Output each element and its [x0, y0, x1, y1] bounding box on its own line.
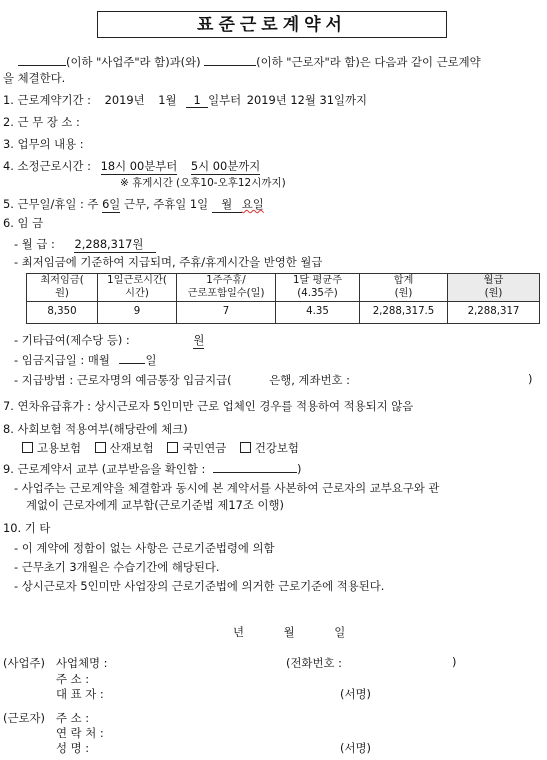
checkbox-icon[interactable] — [22, 442, 33, 453]
header-weekly-days: 1주주휴/ 근로포함일수(일) — [177, 274, 276, 302]
etc-line-1: - 이 계약에 정함이 없는 사항은 근로기준법령에 의함 — [14, 541, 275, 555]
header-daily-hours: 1일근로시간( 시간) — [98, 274, 177, 302]
delivery-line-1: - 사업주는 근로계약을 체결함과 동시에 본 계약서를 사본하여 근로자의 교부요구와 관 — [14, 481, 440, 495]
worker-contact: 연 락 처 : — [56, 726, 104, 740]
cell-min-wage: 8,350 — [27, 302, 98, 324]
insurance-employment[interactable]: 고용보험 — [22, 441, 81, 455]
annual-leave: 7. 연차유급휴가 : 상시근로자 5인미만 근로 업체인 경우를 적용하여 적용되지 않음 — [3, 399, 414, 413]
pay-method: - 지급방법 : 근로자명의 예금통장 입금지급( 은행, 계좌번호 : — [14, 373, 350, 387]
job-description: 3. 업무의 내용 : — [3, 137, 84, 151]
header-min-wage: 최저임금( 원) — [27, 274, 98, 302]
insurance-industrial[interactable]: 산재보험 — [95, 441, 154, 455]
delivery-confirm-blank[interactable] — [213, 461, 297, 473]
insurance-health[interactable]: 건강보험 — [240, 441, 299, 455]
employer-company: 사업체명 : — [56, 656, 108, 670]
working-hours: 4. 소정근로시간 : 18시 00분부터 5시 00분까지 — [3, 159, 261, 173]
wage-section-title: 6. 임 금 — [3, 216, 44, 230]
employer-tag: (사업주) — [3, 656, 45, 670]
pay-method-end: ) — [528, 372, 533, 386]
employer-phone-end: ) — [452, 655, 457, 669]
work-place: 2. 근 무 장 소 : — [3, 115, 80, 129]
worker-blank[interactable] — [204, 54, 256, 66]
contract-period: 1. 근로계약기간 : 2019년 1월 1 일부터 2019년 12월 31일까지 — [3, 93, 367, 107]
pay-day: - 임금지급일 : 매월 일 — [14, 353, 157, 367]
etc-line-2: - 근무초기 3개월은 수습기간에 해당된다. — [14, 560, 220, 574]
cell-total: 2,288,317.5 — [360, 302, 448, 324]
header-monthly: 월급 (원) — [448, 274, 540, 302]
header-avg-weeks: 1달 평균주 (4.35주) — [276, 274, 360, 302]
break-time: ※ 휴게시간 (오후10-오후12시까지) — [120, 177, 286, 189]
document-title: 표준근로계약서 — [97, 11, 447, 38]
checkbox-icon[interactable] — [167, 442, 178, 453]
insurance-options — [22, 440, 299, 456]
intro-line-1: (이하 "사업주"라 함)과(와) (이하 "근로자"라 함)은 다음과 같이 근로계약 — [18, 54, 481, 70]
contract-delivery: 9. 근로계약서 교부 (교부받음을 확인함 : ) — [3, 462, 302, 476]
work-days: 5. 근무일/휴일 : 주 6일 근무, 주휴일 1일 월 요일 — [3, 197, 264, 211]
intro-line-2: 을 체결한다. — [3, 71, 66, 85]
checkbox-icon[interactable] — [95, 442, 106, 453]
pay-day-blank[interactable] — [119, 352, 145, 364]
wage-description: - 최저임금에 기준하여 지급되며, 주휴/휴게시간을 반영한 월급 — [14, 255, 323, 269]
start-day-field[interactable]: 1 — [186, 93, 208, 108]
worker-tag: (근로자) — [3, 711, 45, 725]
cell-daily-hours: 9 — [98, 302, 177, 324]
employer-sign: (서명) — [340, 687, 371, 701]
worker-name: 성 명 : — [56, 741, 90, 755]
wage-table — [26, 273, 540, 324]
header-total: 합계 (원) — [360, 274, 448, 302]
cell-weekly-days: 7 — [177, 302, 276, 324]
checkbox-icon[interactable] — [240, 442, 251, 453]
employer-blank[interactable] — [18, 54, 66, 66]
insurance-pension[interactable]: 국민연금 — [167, 441, 226, 455]
cell-avg-weeks: 4.35 — [276, 302, 360, 324]
delivery-line-2: 계없이 근로자에게 교부함(근로기준법 제17조 이행) — [26, 498, 284, 512]
cell-monthly: 2,288,317 — [448, 302, 540, 324]
worker-address: 주 소 : — [56, 711, 90, 725]
etc-title: 10. 기 타 — [3, 521, 51, 535]
sign-date: 년 월 일 — [233, 625, 346, 639]
employer-representative: 대 표 자 : — [56, 687, 104, 701]
employer-address: 주 소 : — [56, 672, 90, 686]
other-pay: - 기타급여(제수당 등) : 원 — [14, 333, 205, 347]
social-insurance-title: 8. 사회보험 적용여부(해당란에 체크) — [3, 422, 188, 436]
employer-phone: (전화번호 : — [286, 656, 342, 670]
etc-line-3: - 상시근로자 5인미만 사업장의 근로기준법에 의거한 근로기준에 적용된다. — [14, 579, 385, 593]
worker-sign: (서명) — [340, 741, 371, 755]
monthly-wage: - 월 급 : 2,288,317원 — [14, 236, 156, 253]
